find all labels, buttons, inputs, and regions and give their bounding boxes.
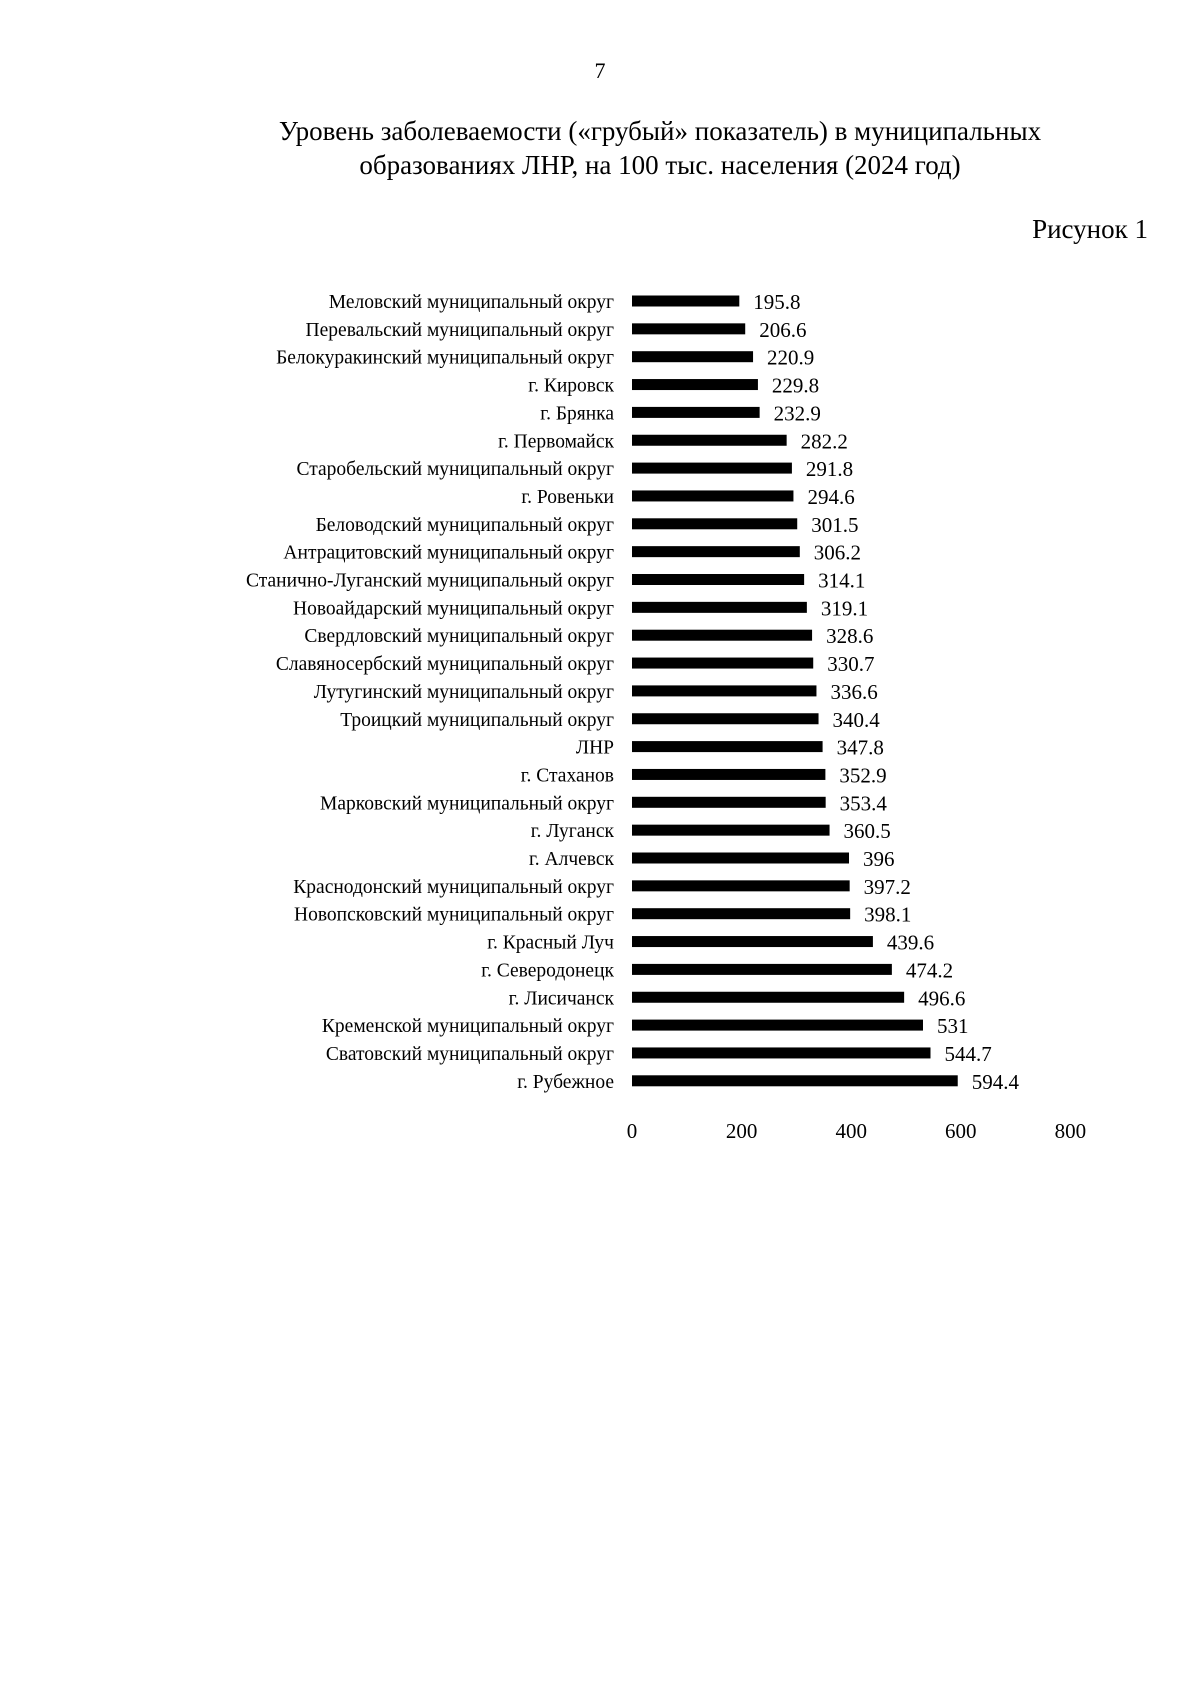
bar xyxy=(632,1075,958,1086)
bar xyxy=(632,463,792,474)
bar xyxy=(632,518,797,529)
value-label: 282.2 xyxy=(800,429,848,454)
figure-label: Рисунок 1 xyxy=(1032,214,1148,244)
category-label: Белокуракинский муниципальный округ xyxy=(276,347,614,369)
value-label: 396 xyxy=(863,847,895,871)
category-label: Перевальский муниципальный округ xyxy=(305,319,614,341)
category-label: г. Лисичанск xyxy=(508,988,614,1010)
value-label: 496.6 xyxy=(918,986,966,1011)
category-label: г. Рубежное xyxy=(517,1071,614,1093)
bar xyxy=(632,936,873,947)
value-label: 220.9 xyxy=(767,345,815,370)
bar xyxy=(632,853,849,864)
value-label: 594.4 xyxy=(971,1069,1019,1094)
value-label: 301.5 xyxy=(811,512,859,537)
bar xyxy=(632,713,819,724)
bar xyxy=(632,574,804,585)
value-label: 195.8 xyxy=(753,290,801,314)
bar xyxy=(632,546,800,557)
bar xyxy=(632,1047,930,1058)
bar xyxy=(632,1020,923,1031)
value-label: 544.7 xyxy=(944,1041,992,1066)
category-label: г. Первомайск xyxy=(498,431,614,453)
bar xyxy=(632,630,812,641)
category-label: г. Луганск xyxy=(530,821,614,843)
category-label: Свердловский муниципальный округ xyxy=(304,626,614,648)
category-label: г. Ровеньки xyxy=(521,486,614,508)
bar xyxy=(632,880,850,891)
value-label: 398.1 xyxy=(864,902,912,927)
chart-title-line-1: Уровень заболеваемости («грубый» показатель) в муниципальных xyxy=(278,116,1042,146)
x-tick-label: 600 xyxy=(945,1119,977,1143)
value-label: 229.8 xyxy=(771,373,820,398)
x-tick-label: 400 xyxy=(835,1119,867,1143)
page-number: 7 xyxy=(594,58,606,83)
bar xyxy=(632,407,760,418)
value-label: 474.2 xyxy=(905,958,954,983)
x-axis-tick-labels xyxy=(627,1119,1086,1143)
category-label: г. Алчевск xyxy=(528,849,614,870)
value-label: 397.2 xyxy=(863,874,911,899)
value-label: 352.9 xyxy=(839,763,887,788)
bar xyxy=(632,435,787,446)
bar xyxy=(632,769,825,780)
value-label: 291.8 xyxy=(805,457,854,482)
bar xyxy=(632,797,826,808)
value-label: 353.4 xyxy=(839,791,887,816)
value-label: 347.8 xyxy=(836,735,884,760)
bar xyxy=(632,602,807,613)
category-label: Новоайдарский муниципальный округ xyxy=(293,598,614,620)
category-label: Беловодский муниципальный округ xyxy=(315,514,614,536)
bar xyxy=(632,685,816,696)
category-label: Старобельский муниципальный округ xyxy=(296,459,614,481)
category-label: г. Красный Луч xyxy=(487,932,614,954)
value-label: 360.5 xyxy=(843,819,891,844)
bar xyxy=(632,741,823,752)
bar xyxy=(632,323,745,334)
category-label: Марковский муниципальный округ xyxy=(320,793,614,815)
category-label: Сватовский муниципальный округ xyxy=(325,1043,614,1065)
category-label: г. Брянка xyxy=(540,403,614,425)
value-label: 319.1 xyxy=(820,596,869,621)
category-label: Лутугинский муниципальный округ xyxy=(313,681,614,703)
bar xyxy=(632,992,904,1003)
value-label: 328.6 xyxy=(826,624,874,649)
bar xyxy=(632,379,758,390)
value-label: 306.2 xyxy=(813,540,862,565)
value-label: 439.6 xyxy=(886,930,935,955)
bar xyxy=(632,296,739,307)
category-label: Меловский муниципальный округ xyxy=(328,292,614,313)
category-label: г. Кировск xyxy=(528,375,614,397)
category-label: г. Северодонецк xyxy=(481,960,614,982)
value-label: 206.6 xyxy=(759,317,807,342)
category-label: Краснодонский муниципальный округ xyxy=(293,876,614,898)
category-labels xyxy=(246,292,615,1093)
x-tick-label: 200 xyxy=(725,1119,758,1143)
value-label: 531 xyxy=(936,1014,969,1039)
x-tick-label: 800 xyxy=(1054,1119,1087,1143)
category-label: г. Стаханов xyxy=(520,765,614,787)
bar xyxy=(632,825,830,836)
bar xyxy=(632,908,850,919)
value-label: 294.6 xyxy=(807,484,855,509)
bar xyxy=(632,658,813,669)
value-label: 232.9 xyxy=(773,401,821,426)
category-label: Кременской муниципальный округ xyxy=(321,1016,614,1038)
x-tick-label: 0 xyxy=(626,1119,638,1143)
value-label: 314.1 xyxy=(818,568,866,593)
chart-title-line-2: образованиях ЛНР, на 100 тыс. населения (2024 год) xyxy=(359,150,961,180)
value-label: 340.4 xyxy=(832,707,880,732)
category-label: Антрацитовский муниципальный округ xyxy=(283,542,614,564)
bar xyxy=(632,490,793,501)
bar xyxy=(632,351,753,362)
category-label: Славяносербский муниципальный округ xyxy=(275,654,614,676)
value-label: 330.7 xyxy=(827,652,875,677)
category-label: Троицкий муниципальный округ xyxy=(340,709,614,731)
bar xyxy=(632,964,892,975)
category-label: Новопсковский муниципальный округ xyxy=(294,904,614,926)
category-label: Станично-Луганский муниципальный округ xyxy=(245,570,614,592)
value-label: 336.6 xyxy=(830,679,878,704)
category-label: ЛНР xyxy=(575,737,614,759)
